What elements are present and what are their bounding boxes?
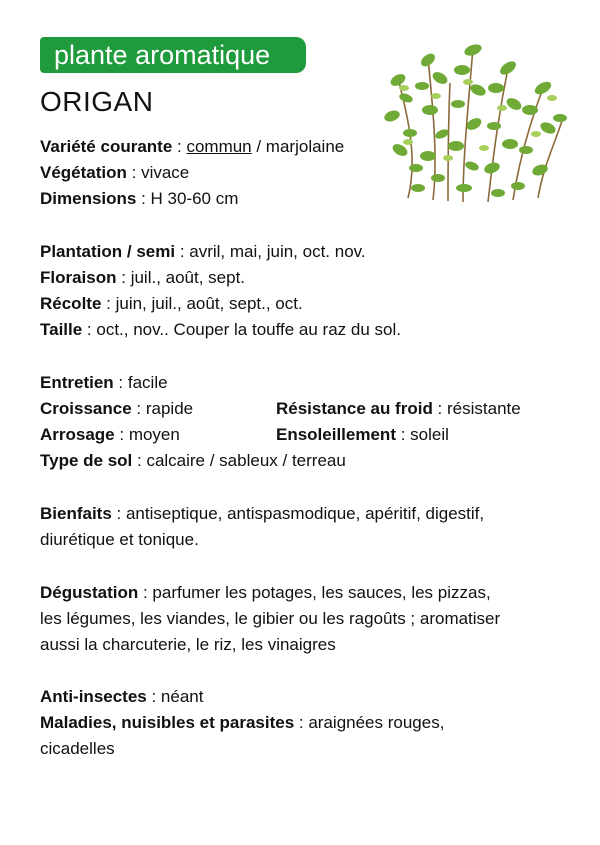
separator: :	[113, 373, 128, 392]
row-degustation	[40, 582, 491, 604]
row-entretien	[40, 372, 168, 394]
entretien-value: facile	[127, 373, 168, 392]
page-title: ORIGAN	[40, 86, 154, 117]
entretien-label: Entretien	[40, 373, 114, 392]
separator: :	[131, 399, 146, 418]
resistance-value: résistante	[447, 399, 521, 418]
floraison-value: juil., août, sept.	[130, 268, 246, 287]
separator: :	[395, 425, 411, 444]
vegetation-label: Végétation	[40, 163, 127, 182]
separator: :	[294, 713, 309, 732]
bienfaits-value-line2: diurétique et tonique.	[40, 530, 199, 549]
row-plantation	[40, 241, 366, 263]
separator: :	[172, 137, 187, 156]
separator: :	[82, 320, 97, 339]
vegetation-value: vivace	[141, 163, 190, 182]
row-resistance	[276, 398, 521, 420]
bienfaits-label: Bienfaits	[40, 504, 112, 523]
degustation-label: Dégustation	[40, 583, 139, 602]
variete-value-rest: / marjolaine	[251, 137, 345, 156]
separator: :	[111, 504, 126, 523]
separator: :	[432, 399, 447, 418]
taille-label: Taille	[40, 320, 83, 339]
row-dimensions	[40, 188, 238, 210]
variete-label: Variété courante	[40, 137, 173, 156]
row-maladies	[40, 712, 444, 734]
ensoleillement-value: soleil	[410, 425, 449, 444]
maladies-label: Maladies, nuisibles et parasites	[40, 713, 295, 732]
separator: :	[138, 583, 153, 602]
row-sol	[40, 450, 346, 472]
row-anti-insectes	[40, 686, 203, 708]
plantation-value: avril, mai, juin, oct. nov.	[189, 242, 366, 261]
separator: :	[114, 425, 129, 444]
category-badge: plante aromatique	[40, 37, 306, 73]
sol-value: calcaire / sableux / terreau	[146, 451, 346, 470]
separator: :	[175, 242, 190, 261]
plant-stems	[398, 48, 563, 202]
arrosage-label: Arrosage	[40, 425, 115, 444]
row-floraison	[40, 267, 245, 289]
floraison-label: Floraison	[40, 268, 117, 287]
separator: :	[116, 268, 131, 287]
anti-insectes-label: Anti-insectes	[40, 687, 147, 706]
maladies-value-line1: araignées rouges,	[308, 713, 445, 732]
row-variete	[40, 136, 344, 158]
row-taille	[40, 319, 401, 341]
croissance-label: Croissance	[40, 399, 132, 418]
degustation-value-line2: les légumes, les viandes, le gibier ou les ragoûts ; aromatiser	[40, 609, 501, 628]
ensoleillement-label: Ensoleillement	[276, 425, 396, 444]
separator: :	[101, 294, 116, 313]
oregano-plant-photo	[378, 38, 568, 206]
row-ensoleillement	[276, 424, 449, 446]
croissance-value: rapide	[145, 399, 194, 418]
plantation-label: Plantation / semi	[40, 242, 176, 261]
row-croissance	[40, 398, 193, 420]
dimensions-value: H 30-60 cm	[150, 189, 239, 208]
separator: :	[132, 451, 147, 470]
row-recolte	[40, 293, 303, 315]
degustation-value-line3: aussi la charcuterie, le riz, les vinaigres	[40, 635, 336, 654]
separator: :	[146, 687, 161, 706]
degustation-value-line1: parfumer les potages, les sauces, les pizzas,	[152, 583, 491, 602]
resistance-label: Résistance au froid	[276, 399, 433, 418]
row-vegetation	[40, 162, 189, 184]
row-bienfaits	[40, 503, 484, 525]
recolte-label: Récolte	[40, 294, 102, 313]
recolte-value: juin, juil., août, sept., oct.	[115, 294, 303, 313]
row-arrosage	[40, 424, 180, 446]
sol-label: Type de sol	[40, 451, 133, 470]
dimensions-label: Dimensions	[40, 189, 137, 208]
plant-leaves	[383, 42, 567, 197]
bienfaits-value-line1: antiseptique, antispasmodique, apéritif, digestif,	[125, 504, 485, 523]
maladies-value-line2: cicadelles	[40, 739, 115, 758]
variete-value-main: commun	[186, 137, 252, 156]
anti-insectes-value: néant	[160, 687, 204, 706]
arrosage-value: moyen	[128, 425, 180, 444]
separator: :	[126, 163, 142, 182]
separator: :	[136, 189, 151, 208]
taille-value: oct., nov.. Couper la touffe au raz du sol.	[96, 320, 401, 339]
